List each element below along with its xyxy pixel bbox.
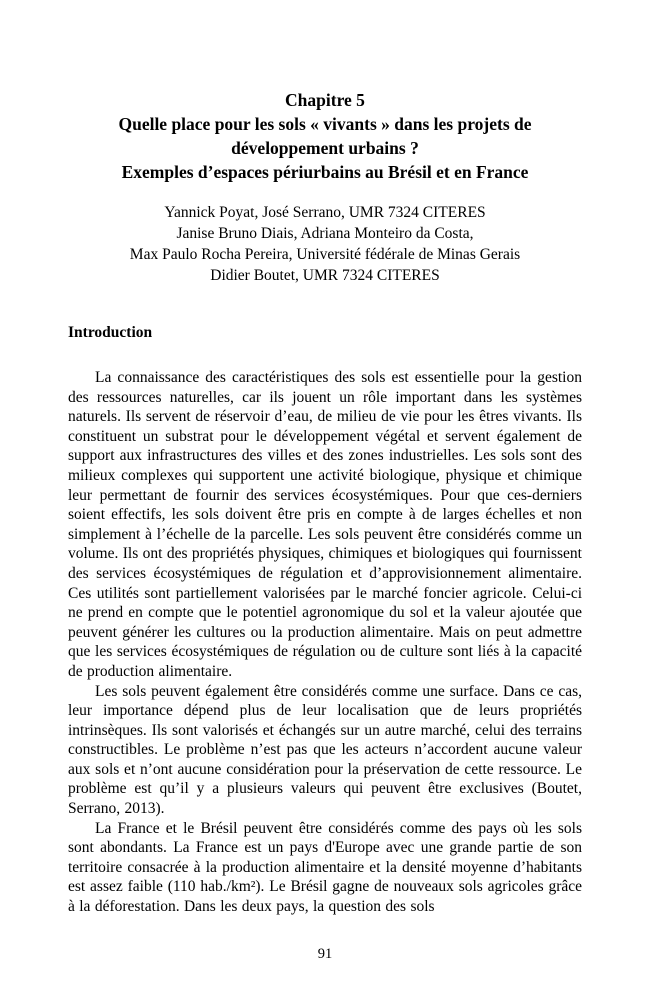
chapter-title: [68, 88, 582, 184]
page-footer: [0, 946, 650, 963]
section-heading: Introduction: [68, 324, 153, 341]
introduction-section: [68, 324, 582, 917]
chapter-number: Chapitre 5: [285, 90, 365, 110]
body-paragraph: Les sols peuvent également être considérés comme une surface. Dans ce cas, leur importance dépend plus de leur localisation que de leurs propriétés intrinsèques. Ils sont valorisés et échangés sur un autre marché, celui des terrains constructibles. Le problème n’est pas que les acteurs n’accordent aucune valeur aux sols et n’ont aucune considération pour la préservation de cette ressource. Le problème est qu’il y a plusieurs valeurs qui peuvent être exclusives (Boutet, Serrano, 2013).: [68, 682, 582, 818]
author-line: Max Paulo Rocha Pereira, Université fédérale de Minas Gerais: [129, 246, 521, 263]
page-number: 91: [317, 946, 333, 962]
chapter-title-main: Quelle place pour les sols « vivants » dans les projets de développement urbains ?: [118, 114, 532, 158]
author-line: Yannick Poyat, José Serrano, UMR 7324 CITERES: [164, 204, 486, 221]
body-paragraph: La connaissance des caractéristiques des sols est essentielle pour la gestion des ressources naturelles, car ils jouent un rôle important dans les systèmes naturels. Ils servent de réservoir d’eau, de milieu de vie pour les êtres vivants. Ils constituent un substrat pour le développement végétal et servent également de support aux infrastructures des villes et des zones industrielles. Les sols sont des milieux complexes qui supportent une activité biologique, physique et chimique leur permettant de fournir des services écosystémiques. Pour que ces-derniers soient effectifs, les sols doivent être pris en compte à de larges échelles et non simplement à l’échelle de la parcelle. Les sols peuvent être considérés comme un volume. Ils ont des propriétés physiques, chimiques et biologiques qui fournissent des services écosystémiques de régulation et d’approvisionnement alimentaire. Ces utilités sont partiellement valorisées par le marché foncier agricole. Celui-ci ne prend en compte que le potentiel agronomique du sol et la valeur ajoutée que peuvent générer les cultures ou la production alimentaire. Mais on peut admettre que les services écosystémiques de régulation ou de culture sont liés à la capacité de production alimentaire.: [68, 369, 582, 680]
author-line: Didier Boutet, UMR 7324 CITERES: [210, 267, 440, 284]
chapter-subtitle: Exemples d’espaces périurbains au Brésil et en France: [121, 162, 529, 182]
authors-block: [68, 202, 582, 286]
author-line: Janise Bruno Diais, Adriana Monteiro da Costa,: [176, 225, 474, 242]
body-paragraph: La France et le Brésil peuvent être considérés comme des pays où les sols sont abondants. La France est un pays d'Europe avec une grande partie de son territoire consacrée à la production alimentaire et la densité moyenne d’habitants est assez faible (110 hab./km²). Le Brésil gagne de nouveaux sols agricoles grâce à la déforestation. Dans les deux pays, la question des sols: [68, 819, 582, 916]
